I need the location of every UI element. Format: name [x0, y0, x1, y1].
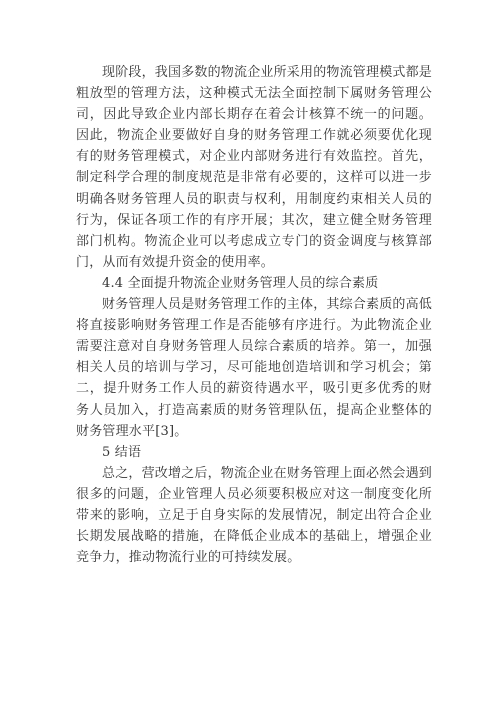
paragraph-conclusion: 总之，营改增之后，物流企业在财务管理上面必然会遇到很多的问题，企业管理人员必须要积极应对这一制度变化所带来的影响，立足于自身实际的发展情况，制定出符合企业长期发展战略的措施，在降低企业成本的基础上，增强企业竞争力，推动物流行业的可持续发展。	[76, 465, 433, 566]
paragraph-staff-quality: 财务管理人员是财务管理工作的主体，其综合素质的高低将直接影响财务管理工作是否能够有序进行。为此物流企业需要注意对自身财务管理人员综合素质的培养。第一，加强相关人员的培训与学习，尽可能地创造培训和学习机会；第二，提升财务工作人员的薪资待遇水平，吸引更多优秀的财务人员加入，打造高素质的财务管理队伍，提高企业整体的财务管理水平[3]。	[76, 297, 433, 439]
paragraph-management-mode: 现阶段，我国多数的物流企业所采用的物流管理模式都是粗放型的管理方法，这种模式无法全面控制下属财务管理公司，因此导致企业内部长期存在着会计核算不统一的问题。因此，物流企业要做好自身的财务管理工作就必须要优化现有的财务管理模式，对企业内部财务进行有效监控。首先，制定科学合理的制度规范是非常有必要的，这样可以进一步明确各财务管理人员的职责与权利，用制度约束相关人员的行为，保证各项工作的有序开展；其次，建立健全财务管理部门机构。物流企业可以考虑成立专门的资金调度与核算部门，从而有效提升资金的使用率。	[76, 65, 433, 270]
section-heading-5: 5 结语	[102, 444, 142, 460]
section-heading-4-4: 4.4 全面提升物流企业财务管理人员的综合素质	[102, 275, 379, 291]
document-body	[76, 62, 432, 568]
